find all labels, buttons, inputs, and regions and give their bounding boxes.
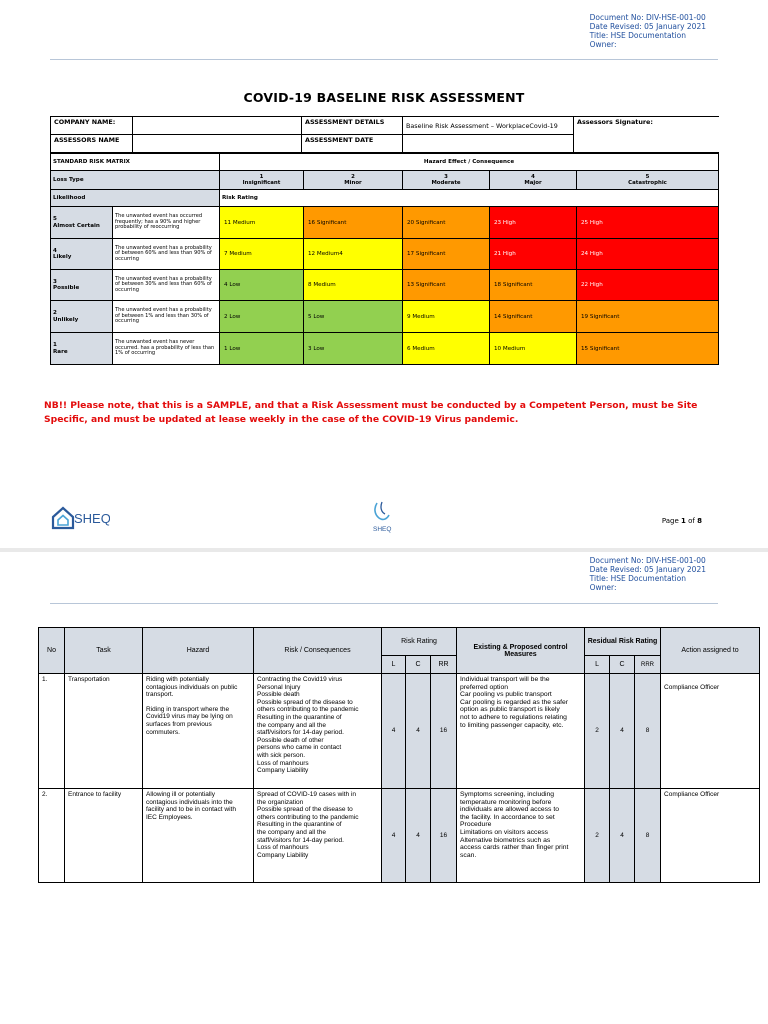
risk-cell: 1 Low [220,333,304,365]
col-risk-rating: Risk Rating [382,628,457,656]
risk-rating-label: Risk Rating [220,190,719,207]
risk-cell: 21 High [490,239,577,270]
risk-cell: 13 Significant [403,270,490,301]
document-owner: Owner: [589,583,617,592]
risk-cell: 19 Significant [577,301,719,333]
sheq-logo-middle [368,500,398,534]
col-c: C [406,656,431,674]
likelihood-label: Likelihood [51,190,220,207]
col-rl: L [585,656,610,674]
col-rr: RR [431,656,457,674]
risk-cell: 20 Significant [403,207,490,239]
consequence-5: 5 Catastrophic [577,171,719,190]
company-name-field[interactable] [133,117,302,135]
risk-cell: 17 Significant [403,239,490,270]
risk-cell: 8 Medium [304,270,403,301]
risk-cell: 11 Medium [220,207,304,239]
hazard-effect-label: Hazard Effect / Consequence [220,154,719,171]
consequence-1: 1 Insignificant [220,171,304,190]
row-hazard: Riding with potentially contagious individuals on public transport. Riding in transport where the Covid19 virus may be lying on surfaces from previous commuters. [143,674,254,789]
col-control-measures: Existing & Proposed control Measures [457,628,585,674]
page-number: Page 1 of 8 [661,517,702,525]
date-revised: Date Revised: 05 January 2021 [589,22,706,31]
likelihood-level: 2 Unlikely [51,301,113,333]
risk-assessment-table [38,627,760,883]
date-revised: Date Revised: 05 January 2021 [589,565,706,574]
likelihood-level: 4 Likely [51,239,113,270]
row-rr: 16 [431,674,457,789]
col-no: No [39,628,65,674]
col-rrr: RRR [635,656,661,674]
document-owner: Owner: [589,40,617,49]
matrix-row [51,301,719,333]
row-action: Compliance Officer [661,789,760,883]
table-row [39,674,760,789]
row-control: Individual transport will be the preferred option Car pooling vs public transport Car pooling is regarded as the safer option as public transport is likely not to adhere to regulations relating to limiting passenger capacity, etc. [457,674,585,789]
row-risk: Contracting the Covid19 virus Personal Injury Possible death Possible spread of the disease to others contributing to the pandemic Resulting in the quarantine of the company and all the staff/visitors for 14-day period. Possible death of other persons who came in contact with sick person. Loss of manhours Company Liability [254,674,382,789]
row-risk: Spread of COVID-19 cases with in the organization Possible spread of the disease to others contributing to the pandemic Resulting in the quarantine of the company and all the staff/visitors for 14-day period. Loss of manhours Company Liability [254,789,382,883]
likelihood-description: The unwanted event has never occurred. has a probability of less than 1% of occurring [113,333,220,365]
assessment-details-label: ASSESSMENT DETAILS [302,117,403,135]
row-rrr: 8 [635,789,661,883]
likelihood-description: The unwanted event has occurred frequently; has a 90% and higher probability of reoccurring [113,207,220,239]
page-title: COVID-19 BASELINE RISK ASSESSMENT [243,90,525,105]
risk-cell: 25 High [577,207,719,239]
risk-cell: 16 Significant [304,207,403,239]
document-title: Title: HSE Documentation [589,31,686,40]
likelihood-level: 1 Rare [51,333,113,365]
risk-cell: 14 Significant [490,301,577,333]
risk-cell: 6 Medium [403,333,490,365]
row-l: 4 [382,789,406,883]
risk-matrix-table [50,153,719,365]
consequence-3: 3 Moderate [403,171,490,190]
risk-cell: 9 Medium [403,301,490,333]
col-residual-risk: Residual Risk Rating [585,628,661,656]
row-no: 1. [39,674,65,789]
assessment-date-label: ASSESSMENT DATE [302,135,403,153]
risk-cell: 18 Significant [490,270,577,301]
logo-text: SHEQ [373,526,392,533]
sheq-wave-icon [368,500,398,534]
row-rl: 2 [585,674,610,789]
col-l: L [382,656,406,674]
standard-risk-matrix-label: STANDARD RISK MATRIX [51,154,220,171]
risk-cell: 3 Low [304,333,403,365]
assessors-signature-label: Assessors Signature: [574,117,719,153]
document-number: Document No: DIV-HSE-001-00 [589,13,706,22]
page-separator [0,548,768,552]
col-rc: C [610,656,635,674]
matrix-row [51,239,719,270]
document-info [590,556,706,592]
row-action: Compliance Officer [661,674,760,789]
risk-cell: 23 High [490,207,577,239]
row-c: 4 [406,789,431,883]
col-action: Action assigned to [661,628,760,674]
risk-cell: 22 High [577,270,719,301]
header-divider [50,603,718,604]
document-info [590,13,706,49]
risk-cell: 10 Medium [490,333,577,365]
logo-text: SHEQ [74,511,110,526]
document-number: Document No: DIV-HSE-001-00 [589,556,706,565]
row-rr: 16 [431,789,457,883]
row-no: 2. [39,789,65,883]
risk-cell: 15 Significant [577,333,719,365]
likelihood-description: The unwanted event has a probability of between 60% and less than 90% of occurring [113,239,220,270]
risk-cell: 12 Medium4 [304,239,403,270]
row-hazard: Allowing ill or potentially contagious individuals into the facility and to be in contact with IEC Employees. [143,789,254,883]
assessment-details-value: Baseline Risk Assessment – WorkplaceCovid-19 [403,117,574,135]
likelihood-description: The unwanted event has a probability of between 1% and less than 30% of occurring [113,301,220,333]
row-l: 4 [382,674,406,789]
col-hazard: Hazard [143,628,254,674]
row-task: Transportation [65,674,143,789]
risk-cell: 24 High [577,239,719,270]
assessors-name-field[interactable] [133,135,302,153]
row-rc: 4 [610,789,635,883]
loss-type-label: Loss Type [51,171,220,190]
sheq-logo-left [50,503,110,531]
assessment-date-field[interactable] [403,135,574,153]
col-task: Task [65,628,143,674]
assessment-info-table [50,116,719,153]
header-divider [50,59,718,60]
likelihood-level: 3 Possible [51,270,113,301]
risk-cell: 2 Low [220,301,304,333]
company-name-label: COMPANY NAME: [51,117,133,135]
row-rrr: 8 [635,674,661,789]
assessors-name-label: ASSESSORS NAME [51,135,133,153]
row-task: Entrance to facility [65,789,143,883]
row-control: Symptoms screening, including temperature monitoring before individuals are allowed access to the facility. In accordance to set Procedure Limitations on visitors access Alternative biometrics such as access cards rather than finger print scan. [457,789,585,883]
matrix-row [51,207,719,239]
house-logo-icon [50,503,110,531]
risk-cell: 5 Low [304,301,403,333]
col-risk: Risk / Consequences [254,628,382,674]
row-rc: 4 [610,674,635,789]
consequence-2: 2 Minor [304,171,403,190]
likelihood-level: 5 Almost Certain [51,207,113,239]
likelihood-description: The unwanted event has a probability of between 30% and less than 60% of occurring [113,270,220,301]
matrix-row [51,333,719,365]
table-row [39,789,760,883]
sample-disclaimer-note: NB!! Please note, that this is a SAMPLE, and that a Risk Assessment must be conducted by a Competent Person, must be Site Specific, and must be updated at lease weekly in the case of the COVID-19 Virus pandemic. [44,400,698,425]
row-c: 4 [406,674,431,789]
risk-cell: 4 Low [220,270,304,301]
consequence-4: 4 Major [490,171,577,190]
matrix-row [51,270,719,301]
risk-cell: 7 Medium [220,239,304,270]
document-title: Title: HSE Documentation [589,574,686,583]
row-rl: 2 [585,789,610,883]
